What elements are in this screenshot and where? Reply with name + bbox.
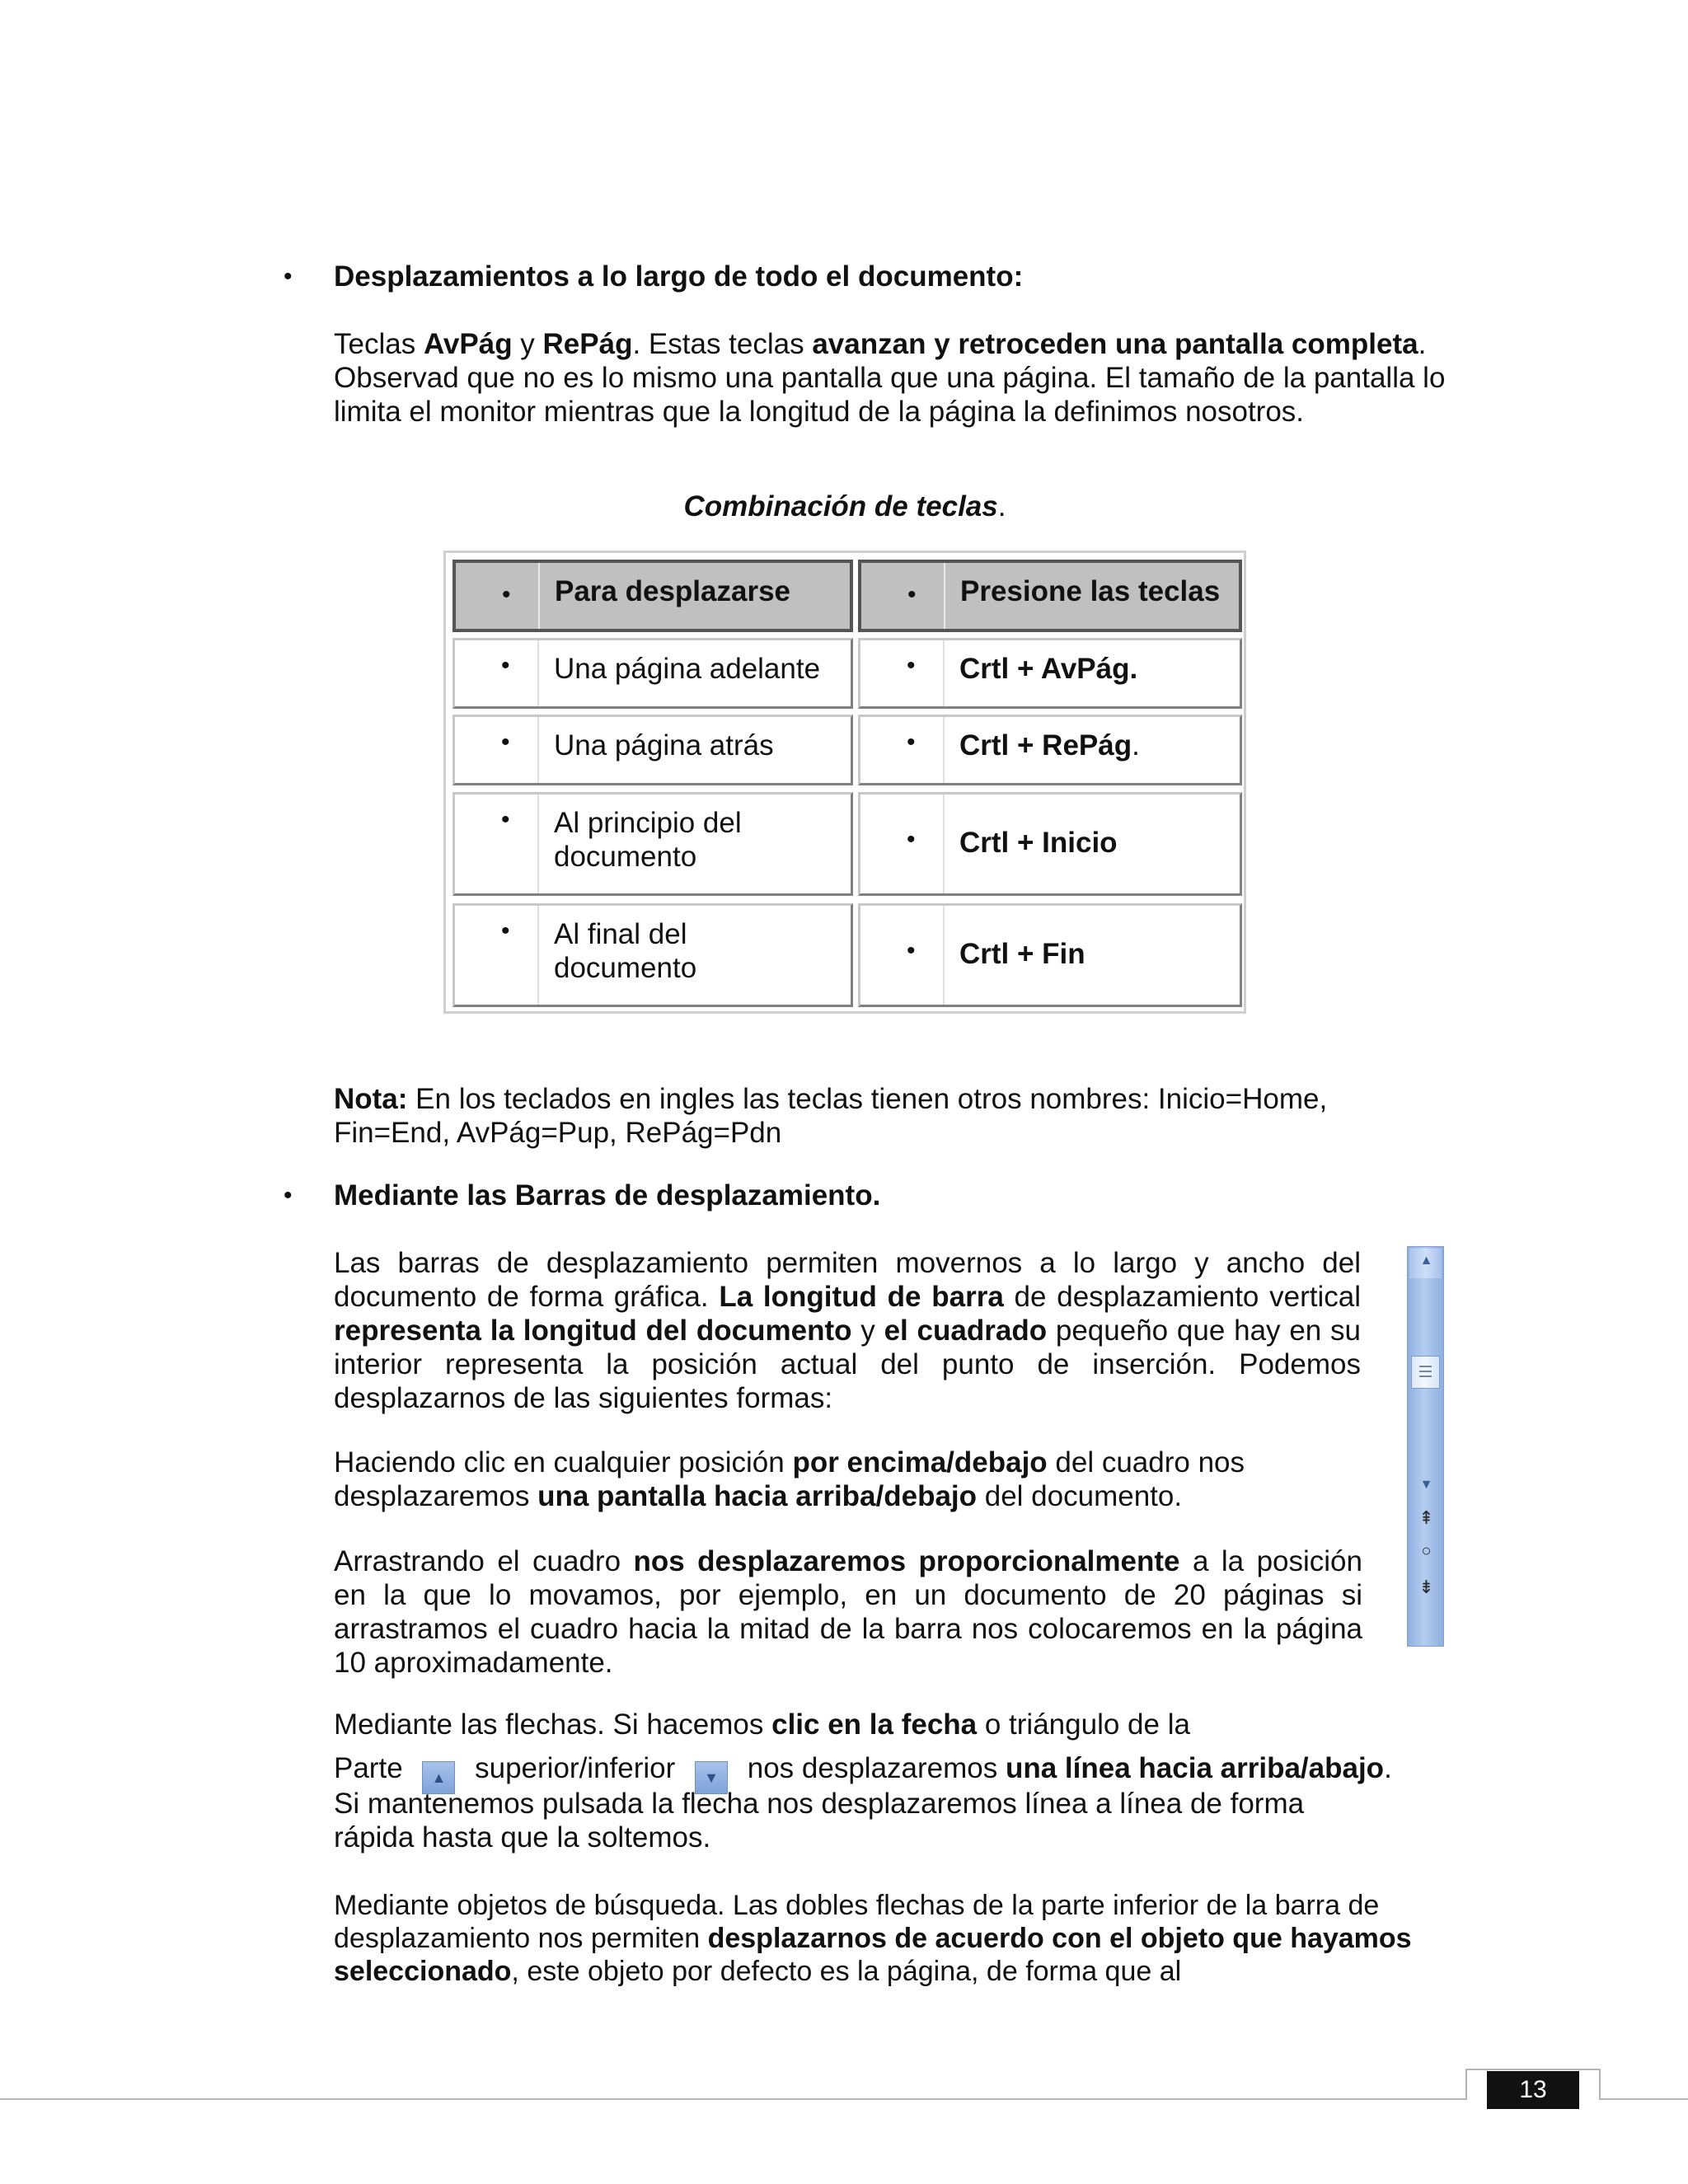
table-row xyxy=(858,638,1242,709)
action-label: Al principio del xyxy=(554,807,742,839)
bold-text: por encima/debajo xyxy=(792,1446,1048,1479)
footer-rule xyxy=(0,2098,1465,2100)
cell-divider xyxy=(538,563,540,629)
bullet: • xyxy=(284,263,293,290)
bullet: • xyxy=(501,729,510,756)
bold-text: una línea hacia arriba/abajo xyxy=(1005,1752,1385,1784)
bold-text: el cuadrado xyxy=(884,1315,1048,1347)
text: a la posición en la que lo movamos, por ejemplo, en un documento de 20 páginas si arrastramos el cuadro hacia la mitad de la barra nos colocaremos en la página 10 aproximadamente. xyxy=(334,1545,1362,1679)
text: Arrastrando el cuadro xyxy=(334,1545,634,1577)
bullet: • xyxy=(502,581,511,608)
bullet: • xyxy=(284,1182,293,1209)
bullet: • xyxy=(907,826,916,853)
text: Fin=End, AvPág=Pup, RePág=Pdn xyxy=(334,1117,782,1149)
down-arrow-icon: ▼ xyxy=(695,1761,728,1794)
action-label: Al final del xyxy=(554,918,687,950)
text: . xyxy=(1132,729,1140,762)
action-label: Una página adelante xyxy=(554,653,821,685)
text: Las barras de desplazamiento permiten movernos a lo largo y ancho del documento de forma gráfica. xyxy=(334,1247,1361,1313)
scroll-up-button xyxy=(1409,1249,1442,1278)
text: del cuadro nos desplazaremos xyxy=(334,1446,1245,1512)
up-arrow-icon: ▲ xyxy=(422,1761,455,1794)
previous-page-icon: ⇞ xyxy=(1418,1507,1434,1528)
action-label: Una página atrás xyxy=(554,729,774,762)
scroll-down-button xyxy=(1409,1473,1442,1502)
table-header-cell xyxy=(858,560,1242,632)
paragraph xyxy=(334,1544,1362,1680)
cell-divider xyxy=(943,794,945,893)
bold-text: AvPág xyxy=(423,328,513,360)
bullet: • xyxy=(501,652,510,679)
table-row xyxy=(452,638,853,709)
text: En los teclados en ingles las teclas tienen otros nombres: Inicio=Home, xyxy=(407,1083,1328,1115)
table-header-cell xyxy=(452,560,853,632)
text: Mediante objetos de búsqueda. Las dobles flechas de la parte inferior de la barra de desplazamiento nos permiten xyxy=(334,1890,1380,1954)
text: . xyxy=(1384,1752,1392,1784)
page-number: 13 xyxy=(1487,2071,1579,2109)
footer-rule xyxy=(1601,2098,1688,2100)
section-heading: Mediante las Barras de desplazamiento. xyxy=(334,1179,881,1212)
table-row xyxy=(452,792,853,896)
action-label: documento xyxy=(554,952,697,984)
paragraph xyxy=(334,1708,1488,1741)
bullet: • xyxy=(907,652,916,679)
key-combo: Crtl + Inicio xyxy=(959,827,1118,859)
note xyxy=(334,1082,1488,1150)
header-label: Presione las teclas xyxy=(960,575,1221,607)
text: y xyxy=(851,1315,884,1347)
paragraph xyxy=(334,327,1455,429)
table-row xyxy=(858,792,1242,896)
text: . Observad que no es lo mismo una pantalla que una página. El tamaño de la pantalla lo limita el monitor mientras que la longitud de la página la definimos nosotros. xyxy=(334,328,1446,428)
text: . Estas teclas xyxy=(632,328,813,360)
text: Mediante las flechas. Si hacemos xyxy=(334,1708,772,1741)
bullet: • xyxy=(501,917,510,944)
text: Si mantenemos pulsada la flecha nos desplazaremos línea a línea de forma xyxy=(334,1788,1305,1820)
bold-text: desplazarnos de acuerdo con el objeto que hayamos seleccionado xyxy=(334,1923,1412,1987)
table-row xyxy=(452,903,853,1007)
key-combo: Crtl + Fin xyxy=(959,938,1085,970)
text: de desplazamiento vertical xyxy=(1003,1281,1361,1313)
scroll-thumb xyxy=(1411,1356,1440,1389)
bullet: • xyxy=(907,581,917,608)
bullet: • xyxy=(501,806,510,833)
paragraph xyxy=(334,1246,1361,1415)
text: Parte xyxy=(334,1752,403,1784)
select-browse-object-icon: ○ xyxy=(1421,1542,1432,1560)
paragraph xyxy=(334,1446,1361,1513)
paragraph xyxy=(334,1889,1430,1988)
key-combo: Crtl + AvPág. xyxy=(959,653,1138,685)
bold-text: nos desplazaremos proporcionalmente xyxy=(633,1545,1180,1577)
cell-divider xyxy=(537,717,539,783)
text: o triángulo de la xyxy=(977,1708,1190,1741)
bold-text: una pantalla hacia arriba/debajo xyxy=(537,1480,978,1512)
bold-text: avanzan y retroceden una pantalla completa xyxy=(812,328,1418,360)
cell-divider xyxy=(943,717,945,783)
cell-divider xyxy=(943,640,945,706)
text: y xyxy=(512,328,543,360)
bullet: • xyxy=(907,937,916,964)
cell-divider xyxy=(537,640,539,706)
vertical-scrollbar-illustration xyxy=(1407,1246,1444,1647)
paragraph xyxy=(334,1787,1488,1854)
table-row xyxy=(858,715,1242,785)
text: . xyxy=(997,490,1006,523)
up-arrow-icon: ▲ xyxy=(1419,1254,1433,1268)
cell-divider xyxy=(944,563,945,629)
text: rápida hasta que la soltemos. xyxy=(334,1821,711,1854)
text: nos desplazaremos xyxy=(747,1752,1006,1784)
section-heading: Desplazamientos a lo largo de todo el documento: xyxy=(334,260,1024,293)
text: superior/inferior xyxy=(475,1752,676,1784)
bold-text: La longitud de barra xyxy=(719,1281,1004,1313)
text: , este objeto por defecto es la página, de forma que al xyxy=(511,1956,1182,1987)
down-arrow-icon: ▼ xyxy=(1419,1478,1433,1492)
table-caption xyxy=(334,490,1455,523)
text: del documento. xyxy=(977,1480,1183,1512)
bold-text: representa la longitud del documento xyxy=(334,1315,852,1347)
cell-divider xyxy=(537,906,539,1005)
bold-text: clic en la fecha xyxy=(771,1708,978,1741)
table-row xyxy=(858,903,1242,1007)
text: pequeño que hay en su interior representa la posición actual del punto de inserción. Podemos desplazarnos de las siguientes formas: xyxy=(334,1315,1362,1414)
keys-table xyxy=(443,551,1246,1014)
bold-text: RePág xyxy=(542,328,633,360)
cell-divider xyxy=(537,794,539,893)
table-row xyxy=(452,715,853,785)
next-page-icon: ⇟ xyxy=(1418,1577,1434,1597)
caption-text: Combinación de teclas xyxy=(683,490,998,523)
text: Haciendo clic en cualquier posición xyxy=(334,1446,793,1479)
note-label: Nota: xyxy=(334,1083,408,1115)
action-label: documento xyxy=(554,841,697,873)
cell-divider xyxy=(943,906,945,1005)
bullet: • xyxy=(907,729,916,756)
header-label: Para desplazarse xyxy=(555,575,791,607)
key-combo: Crtl + RePág xyxy=(959,729,1132,762)
text: Teclas xyxy=(334,328,424,360)
